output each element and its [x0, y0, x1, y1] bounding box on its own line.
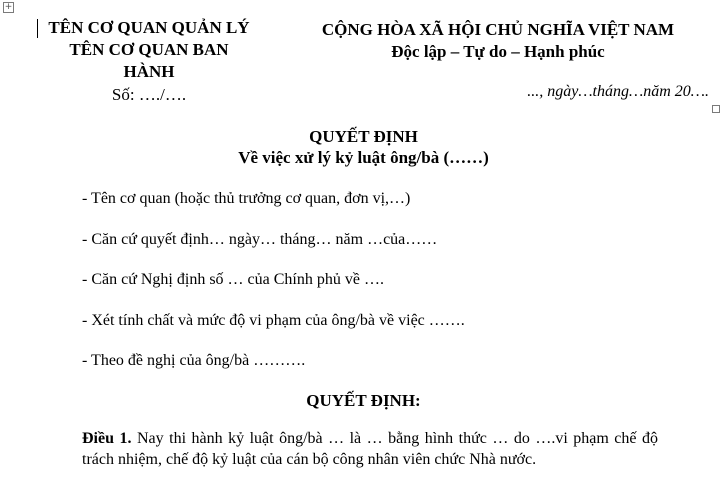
issuing-agency-block: [40, 17, 258, 83]
national-name: CỘNG HÒA XÃ HỘI CHỦ NGHĨA VIỆT NAM: [321, 20, 675, 39]
article-1-text: Nay thi hành kỷ luật ông/bà … là … bằng hình thức … do ….vi phạm chế độ trách nhiệm, chế độ kỷ luật của cán bộ công nhân viên chức Nhà nước.: [82, 430, 659, 468]
basis-item-4: - Xét tính chất và mức độ vi phạm của ông/bà về việc …….: [82, 312, 465, 329]
agency-name-line-1: TÊN CƠ QUAN QUẢN LÝ: [48, 18, 250, 37]
national-header-block: [282, 19, 714, 63]
table-end-marker-icon: [712, 105, 720, 113]
basis-item-2: - Căn cứ quyết định… ngày… tháng… năm …của……: [82, 231, 438, 248]
table-move-handle-icon[interactable]: +: [4, 2, 13, 12]
national-motto: Độc lập – Tự do – Hạnh phúc: [391, 42, 605, 61]
article-1: [82, 428, 658, 470]
basis-item-3: - Căn cứ Nghị định số … của Chính phủ về ….: [82, 271, 384, 288]
agency-name-line-3: HÀNH: [123, 62, 175, 81]
basis-item-1: - Tên cơ quan (hoặc thủ trưởng cơ quan, đơn vị,…): [82, 190, 411, 207]
article-1-label: Điều 1.: [82, 430, 132, 447]
text-cursor: [37, 19, 38, 38]
document-subtitle: Về việc xử lý kỷ luật ông/bà (……): [238, 148, 489, 167]
document-number: Số: …./….: [111, 85, 187, 104]
date-line: ..., ngày…tháng…năm 20….: [527, 83, 709, 100]
decision-heading: QUYẾT ĐỊNH:: [306, 391, 421, 410]
document-title: QUYẾT ĐỊNH: [309, 127, 418, 146]
agency-name-line-2: TÊN CƠ QUAN BAN: [69, 40, 229, 59]
basis-item-5: - Theo đề nghị của ông/bà ……….: [82, 352, 306, 369]
